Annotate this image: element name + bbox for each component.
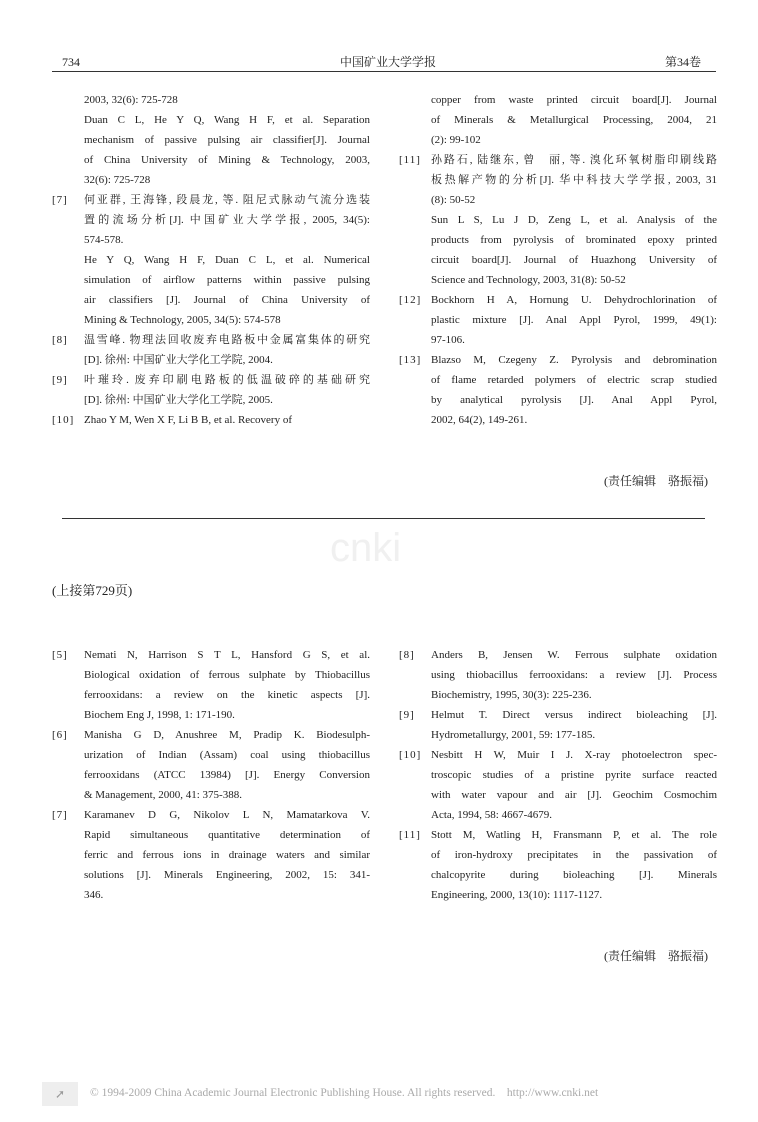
reference-entry — [399, 290, 717, 350]
reference-line: ferrooxidans: a review on the kinetic aspects [J]. — [84, 689, 370, 701]
reference-text — [84, 110, 370, 190]
reference-line: of China University of Mining & Technology, 2003, — [84, 154, 370, 166]
volume: 第34卷 — [665, 55, 702, 69]
reference-label: [9] — [399, 709, 415, 721]
reference-label — [399, 90, 431, 150]
cnki-logo: ➚ — [42, 1082, 78, 1106]
reference-line: Science and Technology, 2003, 31(8): 50-52 — [431, 274, 626, 286]
reference-text — [431, 745, 717, 825]
reference-line: Stott M, Watling H, Fransmann P, et al. The role — [431, 829, 717, 841]
reference-line: copper from waste printed circuit board[J]. Journal — [431, 94, 717, 106]
reference-line: of Minerals & Metallurgical Processing, 2004, 21 — [431, 114, 717, 126]
reference-label: [10] — [52, 414, 75, 426]
reference-label: [12] — [399, 294, 422, 306]
editor-note-top: (责任编辑 骆振福) — [604, 474, 708, 488]
continued-from: (上接第729页) — [52, 583, 133, 598]
reference-label — [52, 90, 84, 110]
reference-entry — [52, 725, 370, 805]
reference-text — [431, 210, 717, 290]
watermark: cnki — [330, 526, 402, 570]
reference-label: [7] — [52, 194, 68, 206]
reference-entry — [52, 645, 370, 725]
reference-entry — [399, 745, 717, 825]
reference-line: 2003, 32(6): 725-728 — [84, 94, 178, 106]
reference-line: Zhao Y M, Wen X F, Li B B, et al. Recovery of — [84, 414, 293, 426]
reference-line: ferrooxidans (ATCC 13984) [J]. Energy Conversion — [84, 769, 370, 781]
reference-label: [6] — [52, 729, 68, 741]
reference-entry — [52, 330, 370, 370]
reference-entry — [399, 210, 717, 290]
reference-text — [431, 150, 717, 210]
reference-line: He Y Q, Wang H F, Duan C L, et al. Numerical — [84, 254, 370, 266]
reference-line: solutions [J]. Minerals Engineering, 2002, 15: 341- — [84, 869, 370, 881]
reference-line: mechanism of passive pulsing air classifier[J]. Journal — [84, 134, 370, 146]
reference-label: [10] — [399, 749, 422, 761]
reference-line: [D]. 徐州: 中国矿业大学化工学院, 2004. — [84, 354, 273, 366]
references-top-left — [52, 90, 370, 430]
reference-line: Hydrometallurgy, 2001, 59: 177-185. — [431, 729, 596, 741]
reference-line: 置的流场分析[J]. 中国矿业大学学报, 2005, 34(5): — [84, 214, 370, 226]
reference-line: 2002, 64(2), 149-261. — [431, 414, 528, 426]
page-number: 734 — [62, 55, 80, 69]
journal-title: 中国矿业大学学报 — [339, 55, 436, 69]
reference-text — [431, 90, 717, 150]
reference-text — [84, 370, 370, 410]
reference-text — [431, 645, 717, 705]
reference-line: [D]. 徐州: 中国矿业大学化工学院, 2005. — [84, 394, 273, 406]
reference-line: of flame retarded polymers of electric scrap studied — [431, 374, 717, 386]
reference-line: circuit board[J]. Journal of Huazhong University of — [431, 254, 717, 266]
reference-entry — [399, 645, 717, 705]
reference-line: using thiobacillus ferrooxidans: a review [J]. Process — [431, 669, 717, 681]
header-rule — [52, 71, 716, 72]
reference-label: [13] — [399, 354, 422, 366]
reference-label — [52, 250, 84, 330]
reference-line: Manisha G D, Anushree M, Pradip K. Biodesulph- — [84, 729, 370, 741]
reference-line: by analytical pyrolysis [J]. Anal Appl Pyrol, — [431, 394, 717, 406]
reference-entry — [399, 705, 717, 745]
reference-entry — [399, 90, 717, 150]
reference-line: Helmut T. Direct versus indirect bioleaching [J]. — [431, 709, 717, 721]
reference-entry — [52, 370, 370, 410]
reference-line: Acta, 1994, 58: 4667-4679. — [431, 809, 552, 821]
reference-text — [84, 805, 370, 905]
reference-line: Anders B, Jensen W. Ferrous sulphate oxidation — [431, 649, 717, 661]
reference-entry — [399, 825, 717, 905]
reference-label: [8] — [52, 334, 68, 346]
reference-entry — [52, 190, 370, 250]
reference-text — [431, 350, 717, 430]
reference-line: 32(6): 725-728 — [84, 174, 151, 186]
reference-line: ferric and ferrous ions in drainage waters and similar — [84, 849, 370, 861]
reference-line: & Management, 2000, 41: 375-388. — [84, 789, 242, 801]
references-bottom-left — [52, 645, 370, 905]
reference-line: 574-578. — [84, 234, 124, 246]
reference-text — [84, 90, 370, 110]
reference-entry — [52, 90, 370, 110]
reference-line: Duan C L, He Y Q, Wang H F, et al. Separation — [84, 114, 370, 126]
reference-line: Biochemistry, 1995, 30(3): 225-236. — [431, 689, 592, 701]
reference-line: air classifiers [J]. Journal of China University of — [84, 294, 370, 306]
reference-entry — [52, 250, 370, 330]
reference-line: of iron-hydroxy precipitates in the passivation of — [431, 849, 717, 861]
reference-line: urization of Indian (Assam) coal using thiobacillus — [84, 749, 370, 761]
reference-line: 板热解产物的分析[J]. 华中科技大学学报, 2003, 31 — [431, 174, 717, 186]
reference-entry — [399, 150, 717, 210]
references-top-right — [399, 90, 717, 430]
footer-copyright — [90, 1087, 598, 1099]
reference-text — [84, 725, 370, 805]
reference-line: Blazso M, Czegeny Z. Pyrolysis and debromination — [431, 354, 717, 366]
reference-entry — [52, 110, 370, 190]
reference-line: simulation of airflow patterns within passive pulsing — [84, 274, 370, 286]
reference-text — [84, 190, 370, 250]
reference-line: 97-106. — [431, 334, 465, 346]
reference-text — [431, 705, 717, 745]
reference-line: with water vapour and air [J]. Geochim Cosmochim — [431, 789, 717, 801]
reference-text — [84, 645, 370, 725]
reference-line: Biochem Eng J, 1998, 1: 171-190. — [84, 709, 235, 721]
reference-line: (8): 50-52 — [431, 194, 476, 206]
references-bottom-right — [399, 645, 717, 905]
reference-entry — [52, 410, 370, 430]
reference-label: [8] — [399, 649, 415, 661]
copyright-text: © 1994-2009 China Academic Journal Electronic Publishing House. All rights reserved. — [90, 1087, 496, 1099]
footer-url[interactable]: http://www.cnki.net — [506, 1087, 599, 1099]
section-divider — [62, 518, 705, 519]
reference-line: 叶璀玲. 废弃印刷电路板的低温破碎的基础研究 — [84, 374, 370, 386]
reference-line: 何亚群, 王海锋, 段晨龙, 等. 阻尼式脉动气流分选装 — [84, 194, 370, 206]
reference-line: Nesbitt H W, Muir I J. X-ray photoelectron spec- — [431, 749, 717, 761]
reference-line: Biological oxidation of ferrous sulphate by Thiobacillus — [84, 669, 370, 681]
reference-line: (2): 99-102 — [431, 134, 481, 146]
reference-entry — [52, 805, 370, 905]
reference-text — [84, 330, 370, 370]
reference-line: Karamanev D G, Nikolov L N, Mamatarkova V. — [84, 809, 370, 821]
reference-entry — [399, 350, 717, 430]
reference-line: Engineering, 2000, 13(10): 1117-1127. — [431, 889, 603, 901]
reference-text — [431, 825, 717, 905]
reference-line: Rapid simultaneous quantitative determination of — [84, 829, 370, 841]
reference-line: Bockhorn H A, Hornung U. Dehydrochlorination of — [431, 294, 717, 306]
reference-line: 346. — [84, 889, 104, 901]
reference-label: [5] — [52, 649, 68, 661]
reference-label — [399, 210, 431, 290]
reference-line: 温雪峰. 物理法回收废弃电路板中金属富集体的研究 — [84, 334, 370, 346]
reference-label — [52, 110, 84, 190]
reference-line: plastic mixture [J]. Anal Appl Pyrol, 1999, 49(1): — [431, 314, 717, 326]
reference-line: Mining & Technology, 2005, 34(5): 574-578 — [84, 314, 281, 326]
reference-line: 孙路石, 陆继东, 曾 丽, 等. 溴化环氧树脂印刷线路 — [431, 154, 717, 166]
reference-label: [11] — [399, 154, 421, 166]
reference-text — [84, 250, 370, 330]
reference-text — [431, 290, 717, 350]
editor-note-bottom: (责任编辑 骆振福) — [604, 949, 708, 963]
reference-line: troscopic studies of a pristine pyrite surface reacted — [431, 769, 717, 781]
reference-line: Nemati N, Harrison S T L, Hansford G S, et al. — [84, 649, 370, 661]
reference-text — [84, 410, 370, 430]
reference-label: [7] — [52, 809, 68, 821]
reference-line: Sun L S, Lu J D, Zeng L, et al. Analysis of the — [431, 214, 717, 226]
reference-line: chalcopyrite during bioleaching [J]. Minerals — [431, 869, 717, 881]
reference-label: [11] — [399, 829, 421, 841]
reference-label: [9] — [52, 374, 68, 386]
reference-line: products from pyrolysis of brominated epoxy printed — [431, 234, 717, 246]
